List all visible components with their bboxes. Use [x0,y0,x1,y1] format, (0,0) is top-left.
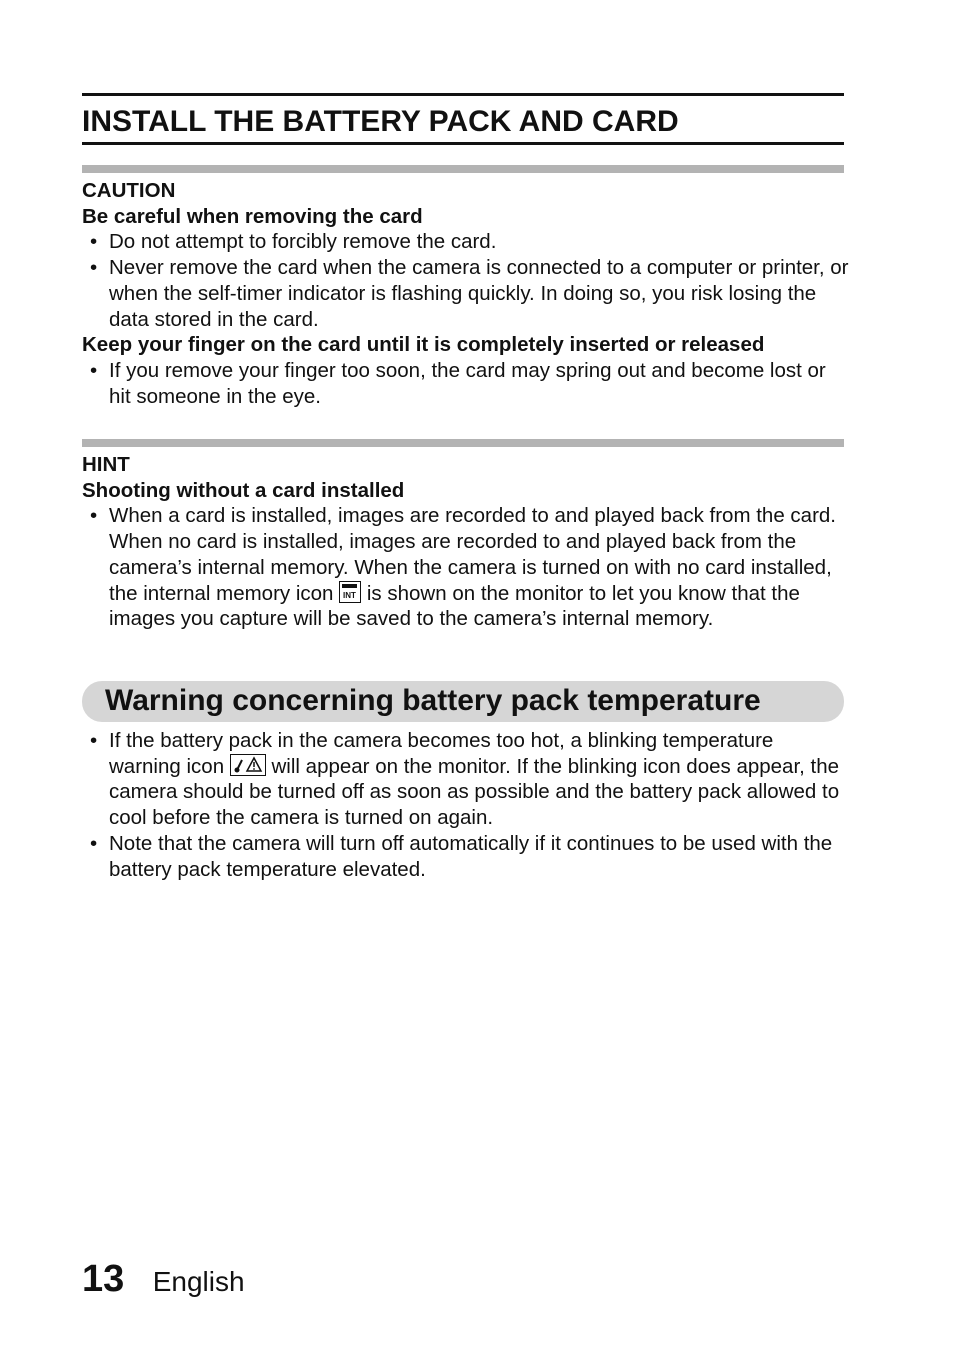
caution-label: CAUTION [82,179,176,202]
warning-heading: Warning concerning battery pack temperature [105,684,761,717]
hint-divider [82,439,844,447]
internal-memory-icon [339,581,361,603]
caution-bullet-list-1 [82,229,852,332]
bullet-dot: • [90,729,98,752]
bullet-dot: • [90,256,98,280]
list-item: • If the battery pack in the camera becomes too hot, a blinking temperature warning icon will appear on the monitor. If the blinking icon does appear, the camera should be turned off as soon as possible and the battery pack allowed to cool before the camera is turned on again. [90,729,840,830]
warning-block [82,728,852,882]
caution-subheading-remove-card: Be careful when removing the card [82,204,423,228]
list-item: • Do not attempt to forcibly remove the card. [90,230,497,254]
list-item: • Note that the camera will turn off automatically if it continues to be used with the battery pack temperature elevated. [90,831,833,881]
caution-block [82,178,852,409]
page-title: INSTALL THE BATTERY PACK AND CARD [82,105,679,138]
temperature-warning-icon [230,754,266,776]
bullet-dot: • [90,358,98,382]
svg-text:INT: INT [343,590,357,600]
bullet-dot: • [90,831,98,855]
page-footer [82,1258,245,1301]
hint-block [82,452,852,632]
list-item: • Never remove the card when the camera is connected to a computer or printer, or when the self-timer indicator is flashing quickly. In doing so, you risk losing the data stored in the card. [90,256,849,331]
page-number: 13 [82,1258,125,1300]
hint-bullet-list [82,503,852,632]
list-item: • When a card is installed, images are recorded to and played back from the card. When no card is installed, images are recorded to and played back from the camera’s internal memory. When the camera is turned on with no card installed, the internal memory icon INT is shown on the monitor to let you know that the images you capture will be saved to the camera’s internal memory. [90,504,836,631]
bullet-dot: • [90,230,98,254]
caution-bullet-list-2 [82,358,852,409]
caution-divider [82,165,844,173]
warning-section-header [82,681,844,722]
list-item: • If you remove your finger too soon, the card may spring out and become lost or hit someone in the eye. [90,358,826,408]
caution-subheading-finger: Keep your finger on the card until it is completely inserted or released [82,333,765,357]
hint-subheading: Shooting without a card installed [82,478,405,502]
warning-bullet-list [82,728,852,882]
hint-label: HINT [82,453,130,476]
bullet-dot: • [90,504,98,528]
page-title-bar [82,93,844,145]
page-language: English [152,1266,245,1297]
